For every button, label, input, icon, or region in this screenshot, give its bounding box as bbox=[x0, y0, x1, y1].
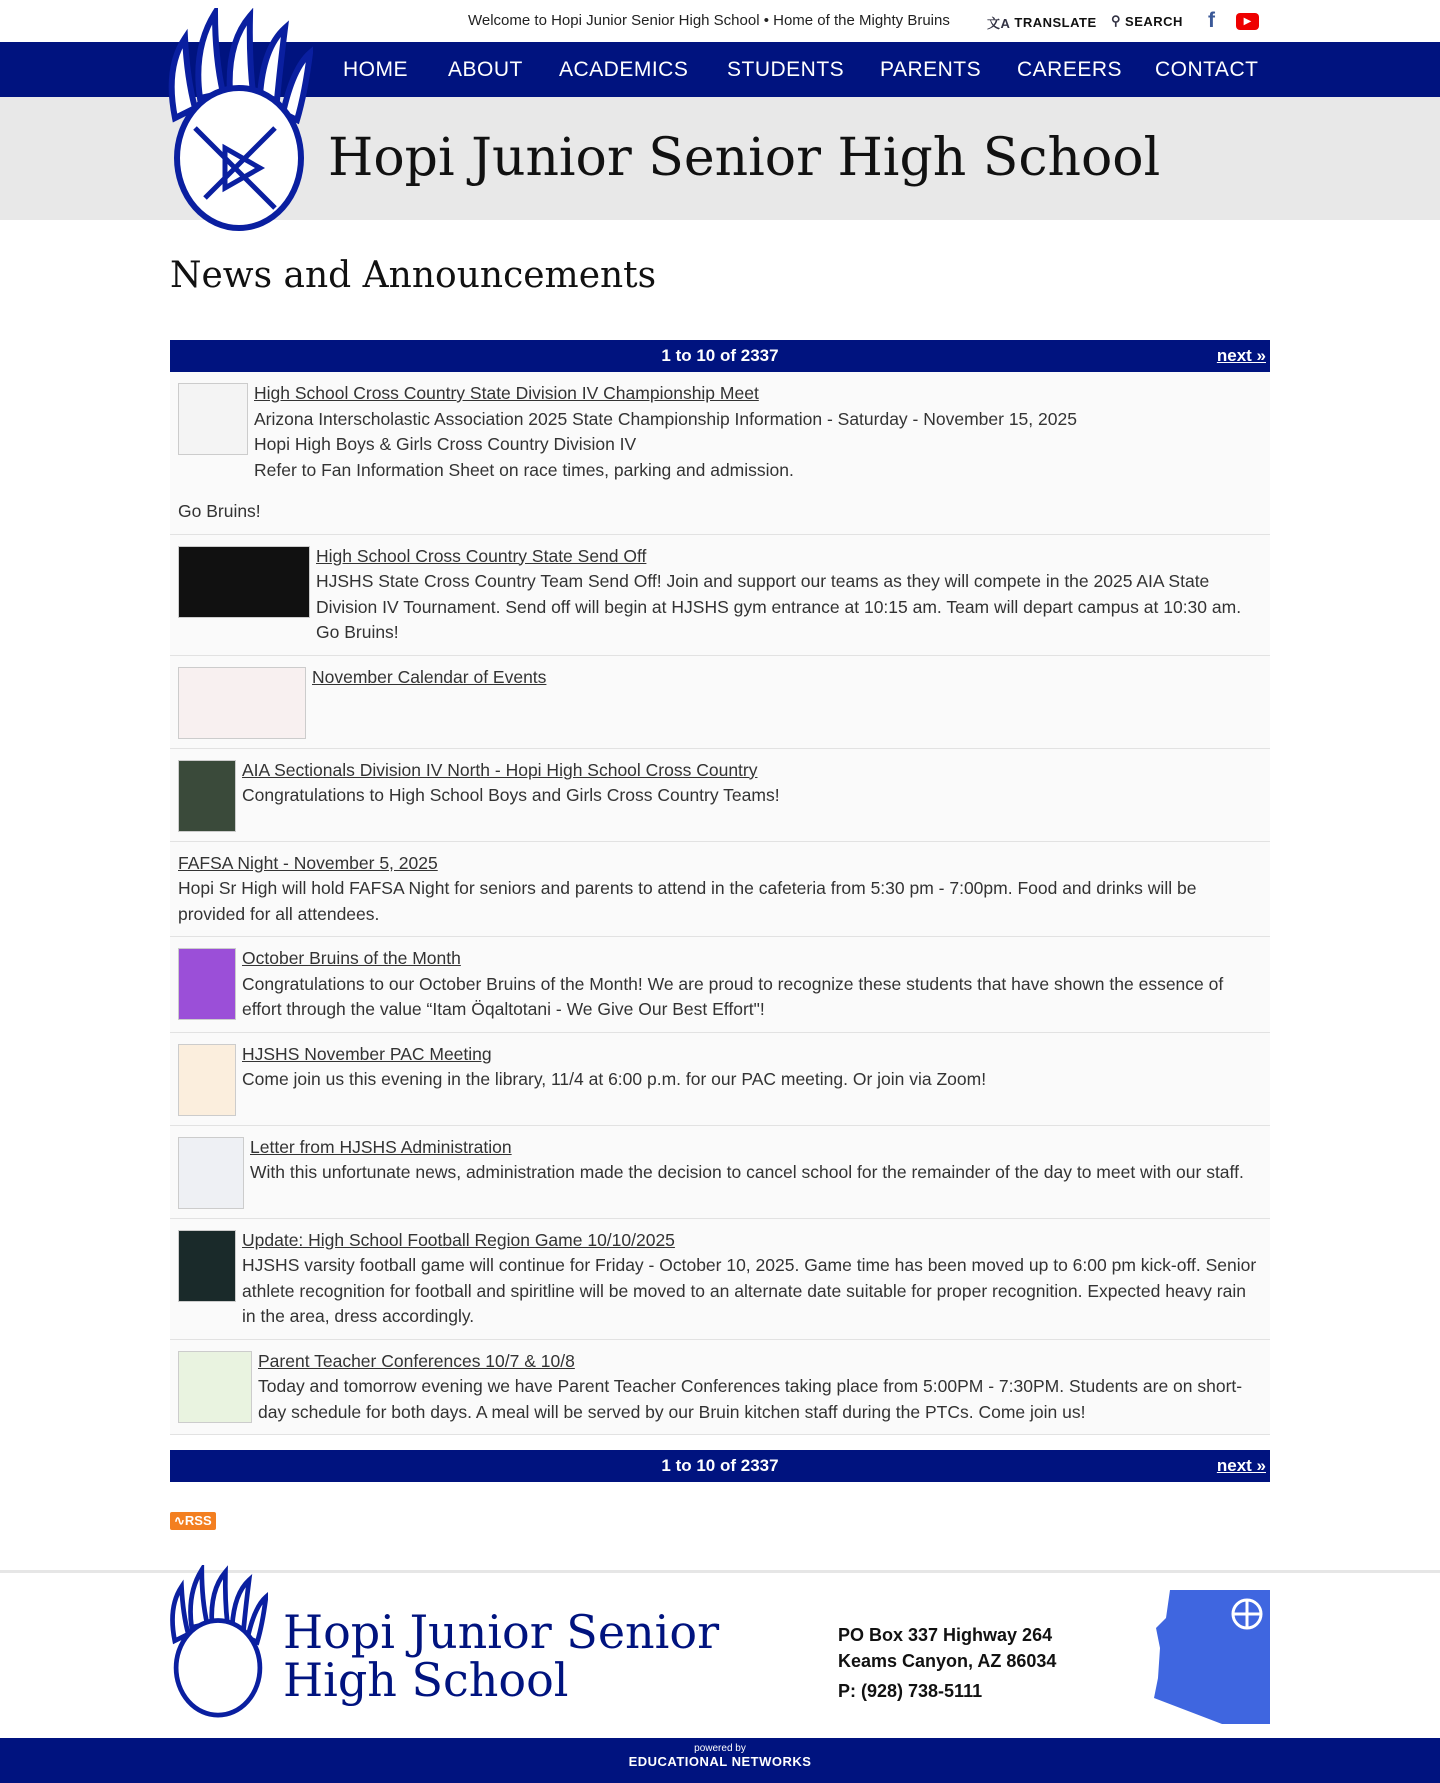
news-extra: Go Bruins! bbox=[178, 501, 261, 521]
news-title-link[interactable]: High School Cross Country State Send Off bbox=[316, 545, 647, 566]
news-body bbox=[242, 1228, 1262, 1330]
news-thumbnail[interactable] bbox=[178, 383, 248, 455]
nav-about[interactable]: ABOUT bbox=[448, 58, 523, 81]
nav-parents[interactable]: PARENTS bbox=[880, 58, 982, 81]
rss-icon: ∿ bbox=[174, 1513, 185, 1528]
news-thumbnail[interactable] bbox=[178, 1044, 236, 1116]
news-list bbox=[170, 372, 1270, 1435]
footer-address: PO Box 337 Highway 264 Keams Canyon, AZ 86034 P: (928) 738-5111 bbox=[838, 1625, 1057, 1701]
news-title-link[interactable]: High School Cross Country State Division IV Championship Meet bbox=[254, 383, 759, 403]
rss-button[interactable]: ∿RSS bbox=[170, 1512, 216, 1530]
news-thumbnail[interactable] bbox=[178, 948, 236, 1020]
result-count: 1 to 10 of 2337 bbox=[661, 1456, 779, 1475]
news-title-link[interactable]: HJSHS November PAC Meeting bbox=[242, 1043, 492, 1064]
news-summary: HJSHS State Cross Country Team Send Off! Join and support our teams as they will compete in the 2025 AIA State Division IV Tournament. Send off will begin at HJSHS gym entrance at 10:15 am. Team will depart campus at 10:30 am. Go Bruins! bbox=[316, 571, 1242, 642]
powered-by-bar[interactable]: powered by EDUCATIONAL NETWORKS bbox=[0, 1738, 1440, 1783]
news-title-link[interactable]: November Calendar of Events bbox=[312, 666, 547, 687]
news-summary: Congratulations to our October Bruins of the Month! We are proud to recognize these students that have shown the essence of effort through the value “Itam Öqaltotani - We Give Our Best Effort"! bbox=[242, 973, 1224, 1019]
news-thumbnail[interactable] bbox=[178, 1137, 244, 1209]
news-item bbox=[170, 842, 1270, 938]
news-item bbox=[170, 1340, 1270, 1436]
news-item bbox=[170, 535, 1270, 656]
news-title-link[interactable]: Parent Teacher Conferences 10/7 & 10/8 bbox=[258, 1350, 575, 1371]
news-body bbox=[242, 758, 780, 832]
news-body bbox=[250, 1135, 1244, 1209]
news-body bbox=[258, 1349, 1262, 1426]
nav-academics[interactable]: ACADEMICS bbox=[559, 58, 689, 81]
bear-paw-logo[interactable] bbox=[165, 8, 313, 233]
news-thumbnail[interactable] bbox=[178, 667, 306, 739]
news-item bbox=[170, 1033, 1270, 1126]
news-body bbox=[242, 1042, 986, 1116]
next-page-link[interactable]: next » bbox=[1216, 346, 1266, 365]
news-summary: Arizona Interscholastic Association 2025 State Championship Information - Saturday - November 15, 2025 bbox=[254, 408, 1077, 429]
welcome-text: Welcome to Hopi Junior Senior High School • Home of the Mighty Bruins bbox=[468, 12, 950, 29]
news-body bbox=[254, 381, 1077, 483]
nav-contact[interactable]: CONTACT bbox=[1155, 58, 1259, 81]
news-body bbox=[316, 544, 1262, 646]
pagination-top bbox=[170, 340, 1270, 372]
arizona-map-icon[interactable] bbox=[1152, 1588, 1272, 1726]
footer-bear-paw-logo bbox=[168, 1565, 268, 1720]
pagination-bottom bbox=[170, 1450, 1270, 1482]
news-item bbox=[170, 749, 1270, 842]
news-thumbnail[interactable] bbox=[178, 546, 310, 618]
search-icon: ⚲ bbox=[1111, 13, 1122, 28]
news-title-link[interactable]: Update: High School Football Region Game 10/10/2025 bbox=[242, 1229, 675, 1250]
news-summary: HJSHS varsity football game will continue for Friday - October 10, 2025. Game time has been moved up to 6:00 pm kick-off. Senior athlete recognition for football and spiritline will be moved to an alternate date suitable for proper recognition. Expected heavy rain in the area, dress accordingly. bbox=[242, 1255, 1257, 1326]
news-summary: Congratulations to High School Boys and Girls Cross Country Teams! bbox=[242, 785, 780, 805]
news-body bbox=[312, 665, 546, 739]
translate-button[interactable]: 文A TRANSLATE bbox=[987, 15, 1097, 31]
news-item bbox=[170, 937, 1270, 1033]
next-page-link[interactable]: next » bbox=[1216, 1456, 1266, 1475]
result-count: 1 to 10 of 2337 bbox=[661, 346, 779, 365]
nav-students[interactable]: STUDENTS bbox=[727, 58, 845, 81]
news-title-link[interactable]: AIA Sectionals Division IV North - Hopi High School Cross Country bbox=[242, 759, 758, 780]
search-button[interactable]: ⚲ SEARCH bbox=[1111, 13, 1183, 29]
news-summary: Hopi Sr High will hold FAFSA Night for seniors and parents to attend in the cafeteria from 5:30 pm - 7:00pm. Food and drinks will be provided for all attendees. bbox=[178, 878, 1197, 924]
youtube-icon[interactable]: ▶ bbox=[1236, 13, 1259, 30]
news-body bbox=[242, 946, 1262, 1023]
nav-careers[interactable]: CAREERS bbox=[1017, 58, 1123, 81]
news-item bbox=[170, 372, 1270, 535]
news-thumbnail[interactable] bbox=[178, 1230, 236, 1302]
news-title-link[interactable]: FAFSA Night - November 5, 2025 bbox=[178, 852, 438, 873]
facebook-icon[interactable]: f bbox=[1208, 9, 1215, 32]
news-item bbox=[170, 1219, 1270, 1340]
news-thumbnail[interactable] bbox=[178, 760, 236, 832]
news-item bbox=[170, 1126, 1270, 1219]
news-title-link[interactable]: October Bruins of the Month bbox=[242, 948, 461, 968]
footer-school-name: Hopi Junior Senior High School bbox=[283, 1605, 720, 1707]
news-summary: Come join us this evening in the library, 11/4 at 6:00 p.m. for our PAC meeting. Or join via Zoom! bbox=[242, 1069, 987, 1089]
news-title-link[interactable]: Letter from HJSHS Administration bbox=[250, 1136, 512, 1157]
nav-home[interactable]: HOME bbox=[343, 58, 408, 81]
news-summary: Today and tomorrow evening we have Parent Teacher Conferences taking place from 5:00PM - 7:30PM. Students are on short-day schedule for both days. A meal will be served by our Bruin kitchen staff during the PTCs. Come join us! bbox=[258, 1376, 1243, 1422]
news-summary: Hopi High Boys & Girls Cross Country Division IV bbox=[254, 434, 637, 454]
site-title: Hopi Junior Senior High School bbox=[328, 128, 1161, 188]
news-body bbox=[178, 851, 1262, 928]
news-item bbox=[170, 656, 1270, 749]
news-summary: Refer to Fan Information Sheet on race times, parking and admission. bbox=[254, 459, 794, 480]
news-thumbnail[interactable] bbox=[178, 1351, 252, 1423]
news-summary: With this unfortunate news, administration made the decision to cancel school for the remainder of the day to meet with our staff. bbox=[250, 1162, 1244, 1182]
page-title: News and Announcements bbox=[170, 255, 657, 296]
translate-icon: 文A bbox=[987, 16, 1011, 31]
